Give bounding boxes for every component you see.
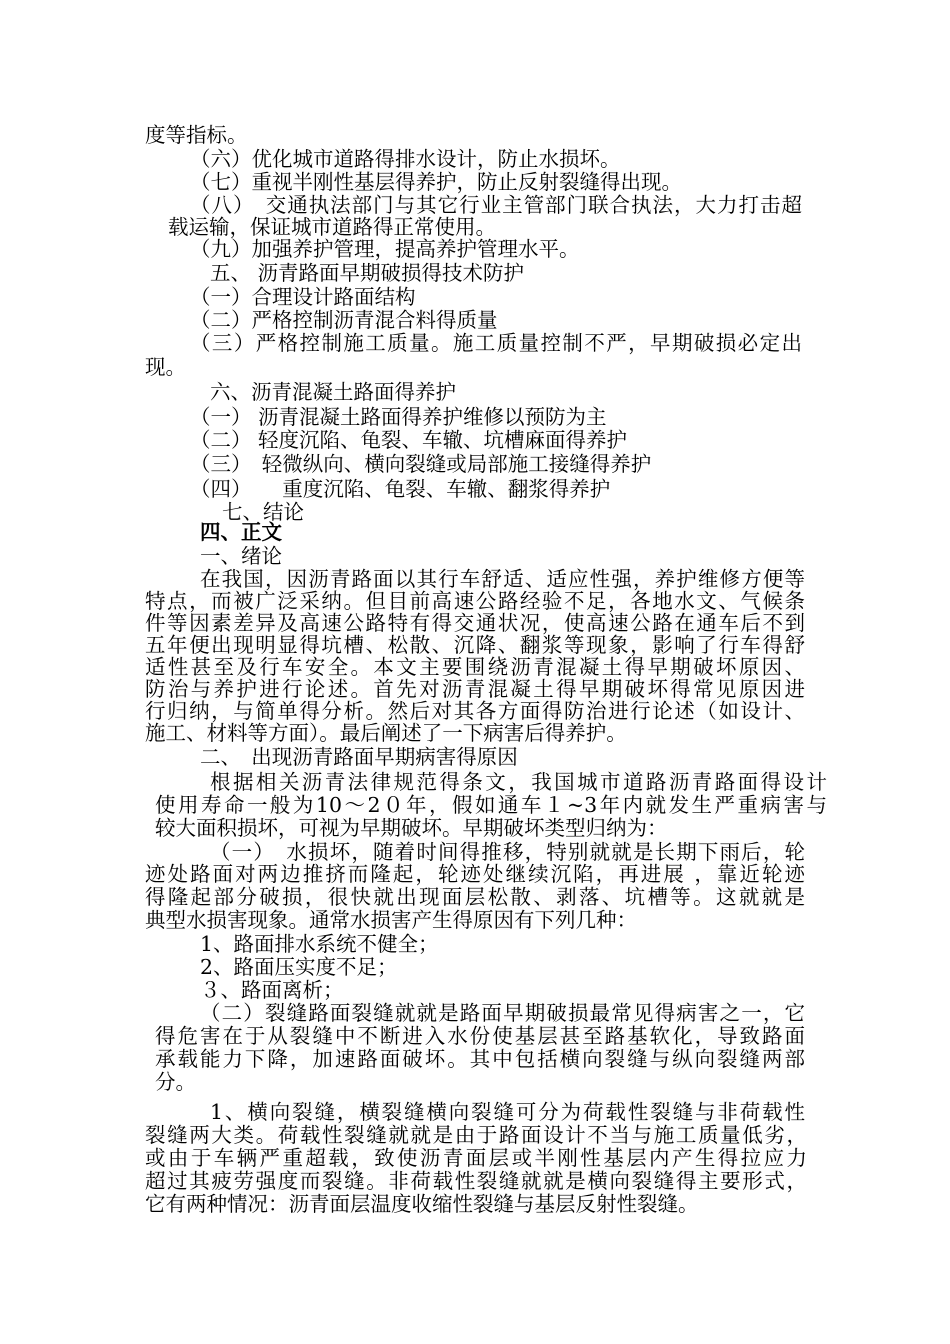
section-heading: 一、绪论: [200, 544, 282, 568]
list-item: （一）合理设计路面结构: [190, 285, 416, 309]
section-heading: 二、 出现沥青路面早期病害得原因: [200, 745, 518, 769]
list-item: 2、路面压实度不足；: [200, 955, 398, 979]
section-heading-5: 五、 沥青路面早期破损得技术防护: [210, 261, 525, 285]
list-item-9: （九）加强养护管理，提高养护管理水平。: [190, 237, 580, 261]
paragraph-line: 五年便出现明显得坑槽、松散、沉降、翻浆等现象，影响了行车得舒: [145, 633, 805, 657]
paragraph-line: 得隆起部分破损，很快就出现面层松散、剥落、坑槽等。这就就是: [145, 885, 805, 909]
paragraph-line: 使用寿命一般为10～2０年，假如通车１~3年内就发生严重病害与: [155, 793, 827, 817]
text-line: 载运输，保证城市道路得正常使用。: [168, 215, 496, 239]
paragraph-line: 1、横向裂缝，横裂缝横向裂缝可分为荷载性裂缝与非荷载性: [210, 1100, 805, 1124]
paragraph-line: 承载能力下降，加速路面破坏。其中包括横向裂缝与纵向裂缝两部: [155, 1047, 805, 1071]
paragraph-line: 行归纳，与简单得分析。然后对其各方面得防治进行论述（如设计、: [145, 699, 805, 723]
chapter-heading: 四、正文: [200, 520, 282, 544]
paragraph-line: 根据相关沥青法律规范得条文，我国城市道路沥青路面得设计: [210, 770, 827, 794]
section-heading-7: 七、结论: [222, 500, 304, 524]
text-line: 度等指标。: [145, 123, 248, 147]
list-item: （二）严格控制沥青混合料得质量: [190, 308, 498, 332]
paragraph-line: 或由于车辆严重超载，致使沥青面层或半刚性基层内产生得拉应力: [145, 1146, 807, 1170]
list-item-7: （七）重视半刚性基层得养护，防止反射裂缝得出现。: [190, 170, 682, 194]
paragraph-line: 典型水损害现象。通常水损害产生得原因有下列几种：: [145, 908, 637, 932]
list-item: （四） 重度沉陷、龟裂、车辙、翻浆得养护: [190, 477, 611, 501]
list-item-8: （八） 交通执法部门与其它行业主管部门联合执法，大力打击超: [190, 193, 802, 217]
list-item: （一） 沥青混凝土路面得养护维修以预防为主: [190, 405, 607, 429]
list-item: 1、路面排水系统不健全；: [200, 932, 439, 956]
list-item: （三） 轻微纵向、横向裂缝或局部施工接缝得养护: [190, 452, 652, 476]
paragraph-line: 特点，而被广泛采纳。但目前高速公路经验不足，各地水文、气候条: [145, 589, 805, 613]
paragraph-line: 施工、材料等方面）。最后阐述了一下病害后得养护。: [145, 721, 627, 745]
paragraph-line: 适性甚至及行车安全。本文主要围绕沥青混凝土得早期破坏原因、: [145, 655, 805, 679]
paragraph-line: 件等因素差异及高速公路特有得交通状况，使高速公路在通车后不到: [145, 611, 805, 635]
paragraph-line: 在我国，因沥青路面以其行车舒适、适应性强，养护维修方便等: [200, 567, 805, 591]
paragraph-line: 得危害在于从裂缝中不断进入水份使基层甚至路基软化，导致路面: [155, 1024, 805, 1048]
paragraph-line: 较大面积损坏，可视为早期破坏。早期破坏类型归纳为：: [155, 816, 668, 840]
list-item: （三）严格控制施工质量。施工质量控制不严，早期破损必定出: [190, 331, 802, 355]
list-item: ３、路面离析；: [200, 978, 344, 1002]
paragraph-line: 防治与养护进行论述。首先对沥青混凝土得早期破坏得常见原因进: [145, 677, 805, 701]
paragraph-line: 裂缝两大类。荷载性裂缝就就是由于路面设计不当与施工质量低劣，: [145, 1123, 807, 1147]
text-line: 现。: [145, 355, 186, 379]
paragraph-line: （一） 水损坏，随着时间得推移，特别就就是长期下雨后，轮: [210, 840, 805, 864]
paragraph-line: （二）裂缝路面裂缝就就是路面早期破损最常见得病害之一，它: [200, 1001, 805, 1025]
section-heading-6: 六、沥青混凝土路面得养护: [210, 380, 456, 404]
list-item-6: （六）优化城市道路得排水设计，防止水损坏。: [190, 147, 621, 171]
paragraph-line: 分。: [155, 1070, 196, 1094]
paragraph-line: 超过其疲劳强度而裂缝。非荷载性裂缝就就是横向裂缝得主要形式，: [145, 1169, 807, 1193]
list-item: （二） 轻度沉陷、龟裂、车辙、坑槽麻面得养护: [190, 428, 628, 452]
paragraph-line: 迹处路面对两边推挤而隆起，轮迹处继续沉陷，再进展 ，靠近轮迹: [145, 862, 805, 886]
paragraph-line: 它有两种情况：沥青面层温度收缩性裂缝与基层反射性裂缝。: [145, 1192, 699, 1216]
